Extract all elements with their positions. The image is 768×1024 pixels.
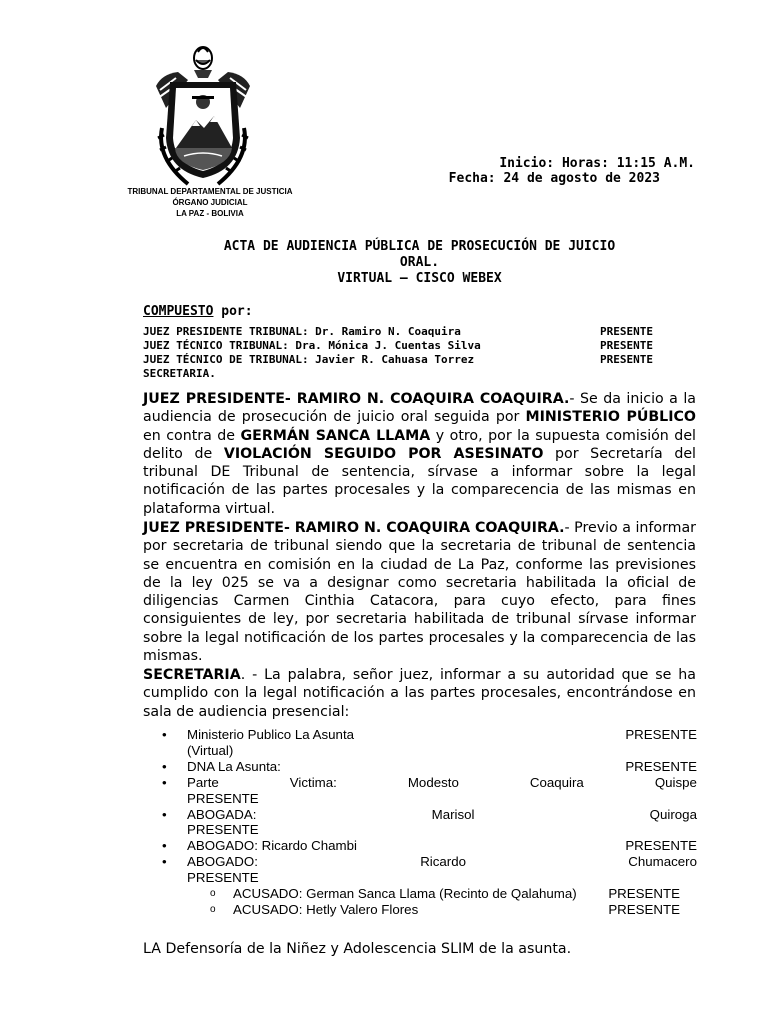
institution-line: TRIBUNAL DEPARTAMENTAL DE JUSTICIA <box>127 187 293 196</box>
paragraph-text: por Secretaría del tribunal DE Tribunal de sentencia, sírvase a informar sobre la legal notificación de las partes procesales y la comparecencia de las mismas en plataforma virtual. <box>143 445 696 517</box>
party-name: MINISTERIO PÚBLICO <box>525 409 696 426</box>
composed-label: COMPUESTO <box>143 304 214 319</box>
member-status: PRESENTE <box>600 353 653 366</box>
composed-heading <box>143 304 253 320</box>
hearing-date: Fecha: 24 de agosto de 2023 <box>448 171 660 186</box>
member-role: SECRETARIA. <box>143 367 216 380</box>
attendance-list <box>160 727 700 918</box>
attendee: Parte <box>187 774 219 790</box>
paragraph-text: - Previo a informar por secretaria de tribunal siendo que la secretaria de tribunal de sentencia se encuentra en comisión en la ciudad de La Paz, conforme las previsiones de la ley 025 se va a designar como secretaria habilitada la oficial de diligencias Carmen Cinthia Catacora, para cuyo efecto, para fines consiguientes de ley, por secretaria habilitada de tribunal sírvase informar sobre la legal notificación de los partes procesales y la comparecencia de las mismas. <box>143 520 696 665</box>
paragraph-text: y otro, por la supuesta comisión del delito de <box>143 427 696 462</box>
bullet-dot-icon: • <box>162 758 167 774</box>
attendance-status: PRESENTE <box>187 822 259 838</box>
speaker: SECRETARIA <box>143 667 241 683</box>
attendee: ABOGADA: <box>187 806 257 822</box>
attendance-status: PRESENTE <box>625 838 697 854</box>
paragraph-text: en contra de <box>143 427 241 444</box>
attendee: ABOGADO: Ricardo Chambi <box>187 838 357 854</box>
list-item <box>160 902 680 918</box>
attendee: Modesto <box>407 774 459 790</box>
institution-block <box>100 186 320 219</box>
attendance-status: PRESENTE <box>608 901 680 917</box>
hollow-circle-icon: o <box>210 888 216 900</box>
tribunal-member <box>143 353 683 367</box>
bullet-dot-icon: • <box>162 774 167 790</box>
list-item <box>160 854 697 886</box>
paragraph-secretary-report <box>143 666 696 721</box>
paragraph-opening <box>143 390 696 518</box>
closing-line: LA Defensoría de la Niñez y Adolescencia SLIM de la asunta. <box>143 941 572 957</box>
tribunal-member <box>143 325 683 339</box>
list-item <box>160 838 697 854</box>
hollow-circle-icon: o <box>210 903 216 915</box>
bullet-dot-icon: • <box>162 727 167 742</box>
accused-name: GERMÁN SANCA LLAMA <box>240 427 431 444</box>
coat-of-arms-icon <box>148 38 258 188</box>
start-time: Inicio: Horas: 11:15 A.M. <box>499 156 695 171</box>
list-item <box>160 727 697 759</box>
speaker: JUEZ PRESIDENTE- RAMIRO N. COAQUIRA COAQUIRA. <box>143 520 565 536</box>
attendance-status: PRESENTE <box>625 727 697 742</box>
attendance-status: PRESENTE <box>187 790 259 806</box>
title-line-3: VIRTUAL – CISCO WEBEX <box>337 271 502 286</box>
attendance-status: PRESENTE <box>625 758 697 774</box>
bullet-dot-icon: • <box>162 806 167 822</box>
paragraph-text: - Se da inicio a la audiencia de prosecución de juicio oral seguida por <box>143 391 697 426</box>
member-status: PRESENTE <box>600 339 653 352</box>
document-title <box>143 239 696 287</box>
bullet-dot-icon: • <box>162 854 167 870</box>
member-role: JUEZ PRESIDENTE TRIBUNAL: Dr. Ramiro N. Coaquira <box>143 325 461 338</box>
list-item <box>160 807 697 839</box>
title-line-1: ACTA DE AUDIENCIA PÚBLICA DE PROSECUCIÓN DE JUICIO <box>223 239 616 254</box>
attendee: Marisol <box>431 806 475 822</box>
accused-attendee: ACUSADO: German Sanca Llama (Recinto de Qalahuma) <box>233 886 577 902</box>
attendee: Ricardo <box>420 854 467 870</box>
member-status: PRESENTE <box>600 325 653 338</box>
tribunal-member <box>143 339 683 353</box>
bullet-dot-icon: • <box>162 838 167 854</box>
list-item <box>160 886 680 902</box>
paragraph-text: . - La palabra, señor juez, informar a su autoridad que se ha cumplido con la legal notificación a las partes procesales, encontrándose en sala de audiencia presencial: <box>143 667 696 720</box>
offense: VIOLACIÓN SEGUIDO POR ASESINATO <box>223 445 544 462</box>
speaker: JUEZ PRESIDENTE- RAMIRO N. COAQUIRA COAQUIRA. <box>143 391 570 407</box>
title-line-2: ORAL. <box>399 255 440 270</box>
attendee: Chumacero <box>628 854 697 870</box>
institution-line: ÓRGANO JUDICIAL <box>172 198 248 207</box>
attendee: Coaquira <box>529 774 584 790</box>
paragraph-secretary-designation <box>143 519 696 665</box>
attendee: DNA La Asunta: <box>187 758 281 774</box>
accused-attendee: ACUSADO: Hetly Valero Flores <box>233 901 419 917</box>
list-item <box>160 775 697 807</box>
attendance-status: PRESENTE <box>187 870 259 886</box>
institution-line: LA PAZ - BOLIVIA <box>176 209 244 218</box>
list-item <box>160 759 697 775</box>
attendance-status: PRESENTE <box>608 886 680 902</box>
attendee: Quiroga <box>649 806 697 822</box>
composed-suffix: por: <box>213 304 253 319</box>
attendee: ABOGADO: <box>187 854 258 870</box>
member-role: JUEZ TÉCNICO DE TRIBUNAL: Javier R. Cahuasa Torrez <box>143 353 475 366</box>
attendee: Quispe <box>654 774 697 790</box>
tribunal-member <box>143 367 683 381</box>
attendee: Victima: <box>289 774 337 790</box>
member-role: JUEZ TÉCNICO TRIBUNAL: Dra. Mónica J. Cuentas Silva <box>143 339 481 352</box>
attendee-note: (Virtual) <box>187 742 234 758</box>
attendee: Ministerio Publico La Asunta <box>187 727 355 742</box>
